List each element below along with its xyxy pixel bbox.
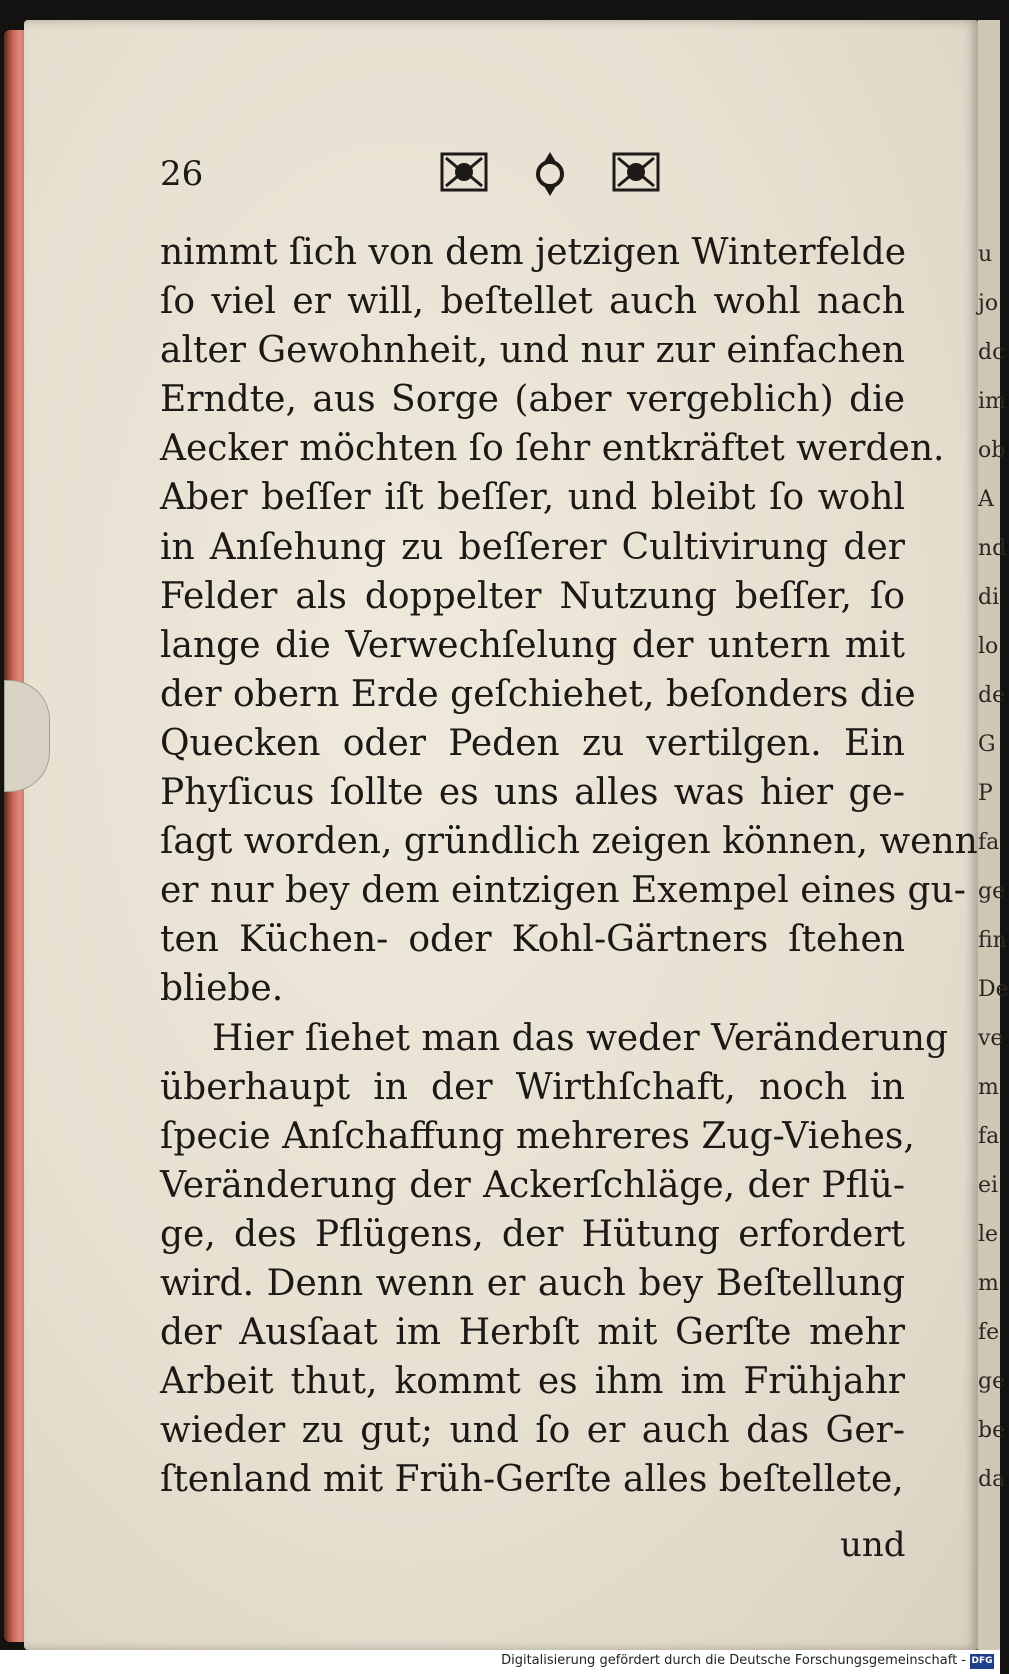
body-text [160, 228, 978, 1504]
adjacent-page-fragment: im [978, 389, 1006, 414]
funding-credit: Digitalisierung gefördert durch die Deutsche Forschungsgemeinschaft - [501, 1653, 966, 1668]
text-line: wieder zu gut; und ſo er auch das Ger- [160, 1410, 905, 1452]
adjacent-page-fragment: fe [978, 1320, 1000, 1345]
text-line: Aecker möchten ſo ſehr entkräftet werden. [160, 428, 945, 470]
adjacent-page-fragment: m [978, 1075, 999, 1100]
adjacent-page-fragment: m [978, 1271, 999, 1296]
page-header [160, 148, 910, 204]
adjacent-page-fragment: fa [978, 830, 1000, 855]
adjacent-page-fragment: dc [978, 340, 1005, 365]
adjacent-page-fragment: fin [978, 928, 1007, 953]
text-line: alter Gewohnheit, und nur zur einfachen [160, 330, 905, 372]
adjacent-page-fragment: lo [978, 634, 999, 659]
text-line: Phyſicus ſollte es uns alles was hier ge- [160, 772, 905, 814]
adjacent-page-fragment: ge [978, 879, 1006, 904]
decorative-vignette-icon [440, 148, 660, 198]
catchword: und [840, 1525, 906, 1565]
adjacent-page-fragment: G [978, 732, 996, 757]
text-line: Felder als doppelter Nutzung beſſer, ſo [160, 575, 905, 617]
text-line: wird. Denn wenn er auch bey Beſtellung [160, 1262, 905, 1304]
text-line: ge, des Pflügens, der Hütung erfordert [160, 1213, 905, 1255]
text-line: Erndte, aus Sorge (aber vergeblich) die [160, 379, 905, 421]
adjacent-page-fragment: be [978, 1418, 1006, 1443]
text-line: ſtenland mit Früh-Gerſte alles beſtellete, [160, 1459, 904, 1501]
text-line: lange die Verwechſelung der untern mit [160, 624, 905, 666]
adjacent-page-fragment: da [978, 1467, 1006, 1492]
adjacent-page-fragment: le [978, 1222, 999, 1247]
dfg-logo: DFG [970, 1654, 994, 1669]
text-line: Aber beſſer iſt beſſer, und bleibt ſo wohl [160, 477, 905, 519]
adjacent-page-fragment: De [978, 977, 1009, 1002]
adjacent-page-fragment: nd [978, 536, 1007, 561]
adjacent-page-fragment: u [978, 242, 993, 267]
text-line: Arbeit thut, kommt es ihm im Frühjahr [160, 1361, 905, 1403]
text-line: bliebe. [160, 968, 284, 1010]
adjacent-page-fragment: fa [978, 1124, 1000, 1149]
page-number: 26 [160, 154, 204, 194]
text-line: ſagt worden, gründlich zeigen können, wenn [160, 821, 978, 863]
text-line: ſpecie Anſchaffung mehreres Zug-Viehes, [160, 1115, 915, 1157]
adjacent-page-fragment: di [978, 585, 1000, 610]
adjacent-page-fragment: de [978, 683, 1006, 708]
text-line: ten Küchen- oder Kohl-Gärtners ſtehen [160, 919, 905, 961]
text-line: nimmt ſich von dem jetzigen Winterfelde [160, 232, 907, 273]
text-line: der Ausſaat im Herbſt mit Gerſte mehr [160, 1312, 905, 1354]
adjacent-page-fragment: jo [978, 291, 999, 316]
adjacent-page-fragment: ob [978, 438, 1006, 463]
adjacent-page-fragment: ge [978, 1369, 1006, 1394]
adjacent-page-fragment: A [978, 487, 994, 512]
adjacent-page-fragment: P [978, 781, 993, 806]
text-line: Hier ſiehet man das weder Veränderung [212, 1017, 949, 1059]
text-line: der obern Erde geſchiehet, beſonders die [160, 673, 916, 715]
footer-bar [0, 1650, 1000, 1674]
text-line: in Anſehung zu beſſerer Cultivirung der [160, 526, 905, 568]
adjacent-page-fragment: ve [978, 1026, 1004, 1051]
text-line: Quecken oder Peden zu vertilgen. Ein [160, 722, 905, 764]
adjacent-page-edge [978, 20, 1009, 1650]
text-line: ſo viel er will, beſtellet auch wohl nach [160, 281, 905, 323]
text-line: Veränderung der Ackerſchläge, der Pflü- [160, 1164, 905, 1206]
text-line: überhaupt in der Wirthſchaft, noch in [160, 1066, 905, 1108]
adjacent-page-fragment: ei [978, 1173, 999, 1198]
text-line: er nur bey dem eintzigen Exempel eines gu- [160, 870, 966, 912]
